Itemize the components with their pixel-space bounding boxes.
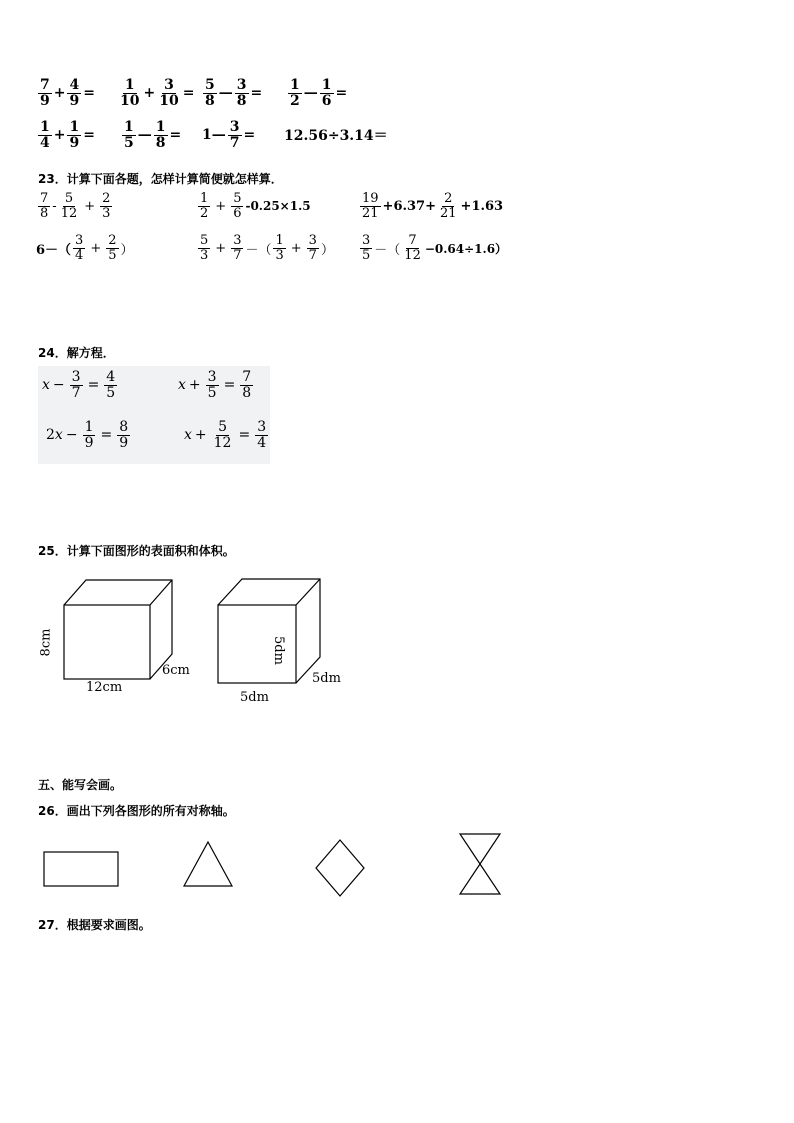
cube-figure (216, 575, 326, 687)
q23-expr-5: $\frac{5}{3}$ + $\frac{3}{7}$ －（ $\frac{1}{3}$ + $\frac{3}{7}$ ） (200, 233, 334, 263)
oral-item: $\frac{1}{2}$ — $\frac{1}{6}$ = (290, 77, 348, 109)
oral-item: $\frac{1}{5}$ — $\frac{1}{8}$ = (124, 119, 182, 151)
equation-3: 2 x − $\frac{1}{9}$ = $\frac{8}{9}$ (46, 419, 129, 451)
oral-item: $\frac{7}{9}$ + $\frac{4}{9}$ = (40, 77, 95, 109)
q23-expr-2: $\frac{1}{2}$ + $\frac{5}{6}$ -0.25×1.5 (200, 191, 311, 221)
oral-item: 12.56÷3.14＝ (284, 128, 388, 145)
equation-2: x + $\frac{3}{5}$ = $\frac{7}{8}$ (178, 369, 252, 401)
triangle-shape (184, 842, 232, 886)
q25-title: 25．计算下面图形的表面积和体积。 (38, 544, 235, 558)
oral-item: $\frac{1}{4}$ + $\frac{1}{9}$ = (40, 119, 95, 151)
q23-expr-4: 6－（ $\frac{3}{4}$ + $\frac{2}{5}$ ） (36, 233, 134, 263)
oral-row-1 (36, 78, 347, 108)
rhombus-shape (316, 840, 364, 896)
q23-expr-6: $\frac{3}{5}$ －（ $\frac{7}{12}$ −0.64÷1.6） (362, 233, 508, 263)
cube-width-label: 5dm (312, 671, 341, 686)
q23-expr-1: $\frac{7}{8}$ - $\frac{5}{12}$ + $\frac{2}{3}$ (40, 191, 111, 221)
oral-row-2 (36, 120, 388, 150)
q24-title: 24．解方程． (38, 346, 115, 360)
cuboid-width-label: 6cm (162, 663, 190, 678)
oral-item: $\frac{1}{10}$ + $\frac{3}{10}$ = (120, 77, 195, 109)
cuboid-height-label: 8cm (38, 628, 54, 657)
q26-title: 26．画出下列各图形的所有对称轴。 (38, 804, 235, 818)
section-5-title: 五、能写会画。 (38, 778, 123, 792)
q23-expr-3: $\frac{19}{21}$ +6.37+ $\frac{2}{21}$ +1.63 (362, 191, 504, 221)
rectangle-shape (44, 852, 118, 886)
hourglass-shape (460, 834, 500, 864)
equation-1: x − $\frac{3}{7}$ = $\frac{4}{5}$ (42, 369, 116, 401)
oral-item: $\frac{5}{8}$ — $\frac{3}{8}$ = (205, 77, 263, 109)
oral-item: 1— $\frac{3}{7}$ = (202, 119, 256, 151)
symmetry-shapes (40, 830, 510, 900)
cube-height-label: 5dm (270, 636, 286, 665)
cuboid-length-label: 12cm (86, 680, 123, 695)
cube-length-label: 5dm (240, 690, 269, 705)
q23-title: 23．计算下面各题，怎样计算简便就怎样算． (38, 172, 283, 186)
q27-title: 27．根据要求画图。 (38, 918, 151, 932)
equation-4: x + $\frac{5}{12}$ = $\frac{3}{4}$ (184, 419, 267, 451)
